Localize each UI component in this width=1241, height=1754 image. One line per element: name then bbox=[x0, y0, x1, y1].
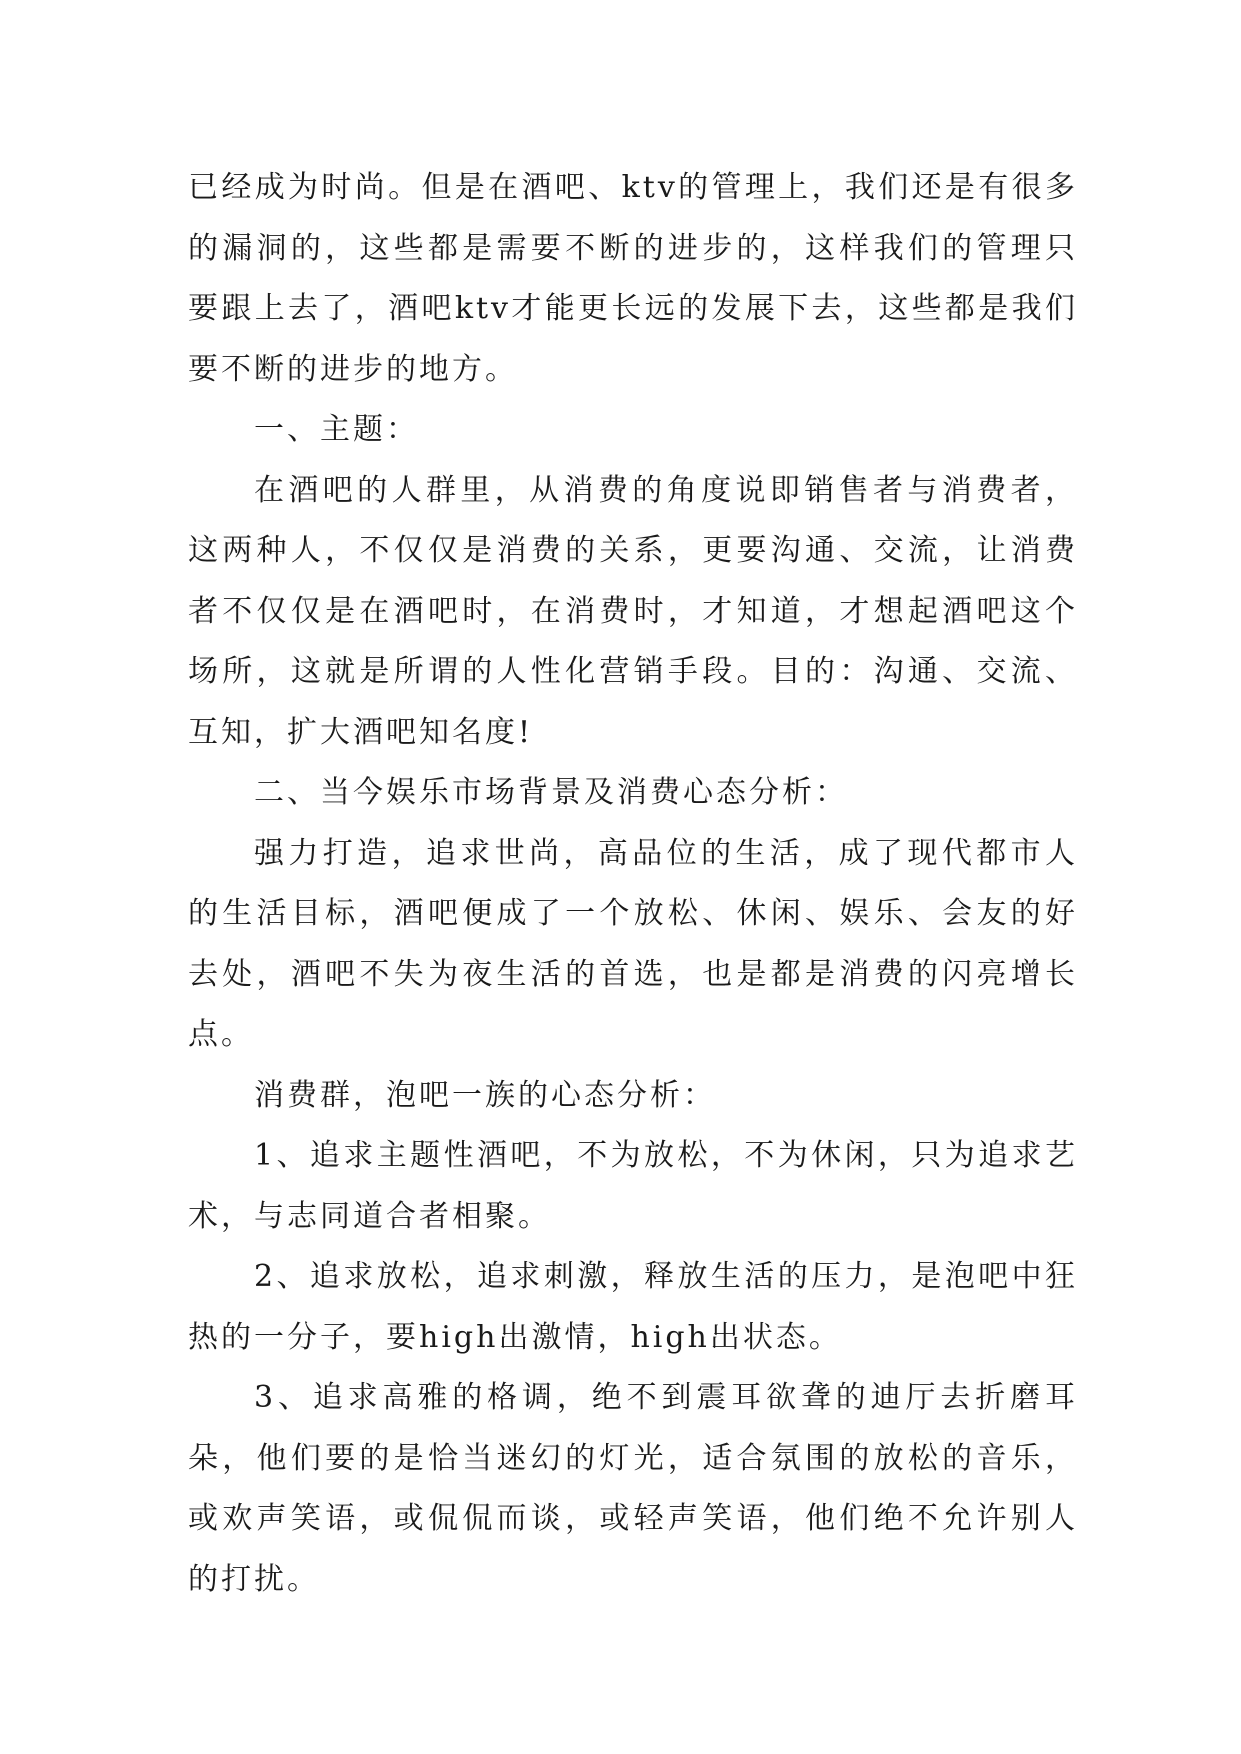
document-body bbox=[188, 158, 1078, 1610]
heading-market-analysis: 二、当今娱乐市场背景及消费心态分析： bbox=[254, 775, 848, 810]
paragraph-market: 强力打造，追求世尚，高品位的生活，成了现代都市人的生活目标，酒吧便成了一个放松、休闲、娱乐、会友的好去处，酒吧不失为夜生活的首选，也是都是消费的闪亮增长点。 bbox=[188, 835, 1078, 1052]
paragraph-continuation: 已经成为时尚。但是在酒吧、ktv的管理上，我们还是有很多的漏洞的，这些都是需要不断的进步的，这样我们的管理只要跟上去了，酒吧ktv才能更长远的发展下去，这些都是我们要不断的进步的地方。 bbox=[188, 170, 1078, 387]
list-item-1: 1、追求主题性酒吧，不为放松，不为休闲，只为追求艺术，与志同道合者相聚。 bbox=[188, 1138, 1078, 1234]
paragraph-theme: 在酒吧的人群里，从消费的角度说即销售者与消费者，这两种人，不仅仅是消费的关系，更要沟通、交流，让消费者不仅仅是在酒吧时，在消费时，才知道，才想起酒吧这个场所，这就是所谓的人性化营销手段。目的：沟通、交流、互知，扩大酒吧知名度! bbox=[188, 472, 1078, 750]
heading-consumer-mindset: 消费群，泡吧一族的心态分析： bbox=[254, 1077, 716, 1113]
list-item-2: 2、追求放松，追求刺激，释放生活的压力，是泡吧中狂热的一分子，要high出激情，high出状态。 bbox=[188, 1259, 1078, 1355]
heading-theme: 一、主题： bbox=[254, 412, 419, 447]
list-item-3: 3、追求高雅的格调，绝不到震耳欲聋的迪厅去折磨耳朵，他们要的是恰当迷幻的灯光，适合氛围的放松的音乐，或欢声笑语，或侃侃而谈，或轻声笑语，他们绝不允许别人的打扰。 bbox=[188, 1380, 1078, 1597]
